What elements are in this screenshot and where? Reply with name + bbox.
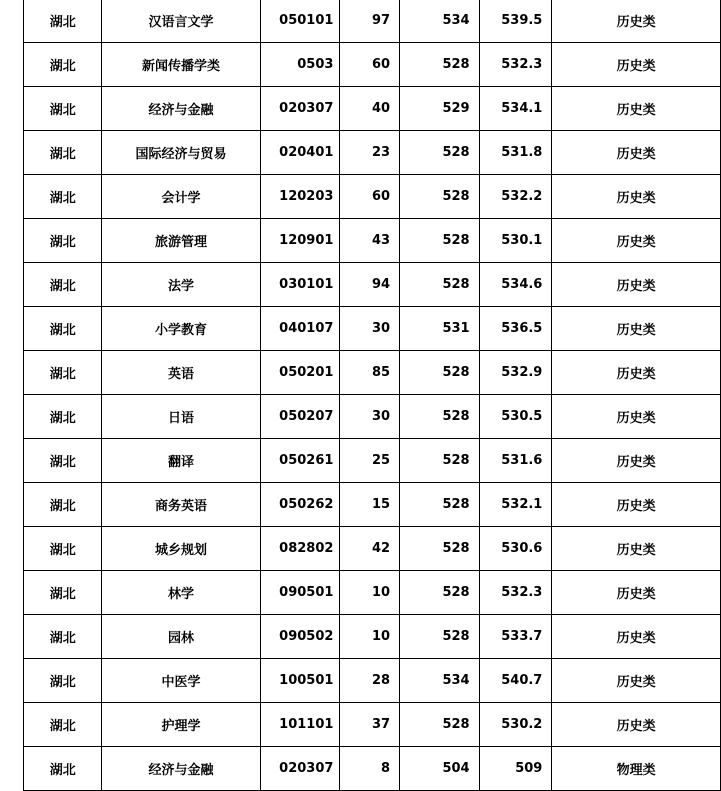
subject-category-cell: 历史类	[552, 483, 721, 527]
avg-score-cell: 532.3	[479, 571, 552, 615]
table-row	[24, 131, 721, 175]
major-code-cell: 090502	[260, 615, 340, 659]
plan-count-cell: 40	[340, 87, 400, 131]
avg-score-cell: 530.2	[479, 703, 552, 747]
subject-category-cell: 历史类	[552, 175, 721, 219]
subject-category-cell: 历史类	[552, 307, 721, 351]
plan-count-cell: 60	[340, 43, 400, 87]
major-cell: 旅游管理	[102, 219, 260, 263]
major-code-cell: 090501	[260, 571, 340, 615]
table-row	[24, 703, 721, 747]
major-cell: 城乡规划	[102, 527, 260, 571]
min-score-cell: 534	[400, 659, 480, 703]
major-cell: 法学	[102, 263, 260, 307]
major-code-cell: 020307	[260, 87, 340, 131]
province-cell: 湖北	[24, 747, 102, 791]
major-code-cell: 020307	[260, 747, 340, 791]
table-row	[24, 219, 721, 263]
subject-category-cell: 历史类	[552, 527, 721, 571]
table-row	[24, 43, 721, 87]
province-cell: 湖北	[24, 615, 102, 659]
min-score-cell: 528	[400, 351, 480, 395]
avg-score-cell: 539.5	[479, 0, 552, 43]
province-cell: 湖北	[24, 0, 102, 43]
avg-score-cell: 540.7	[479, 659, 552, 703]
min-score-cell: 504	[400, 747, 480, 791]
min-score-cell: 528	[400, 175, 480, 219]
plan-count-cell: 23	[340, 131, 400, 175]
major-code-cell: 020401	[260, 131, 340, 175]
major-cell: 林学	[102, 571, 260, 615]
plan-count-cell: 25	[340, 439, 400, 483]
table-row	[24, 263, 721, 307]
min-score-cell: 528	[400, 527, 480, 571]
avg-score-cell: 531.6	[479, 439, 552, 483]
major-cell: 新闻传播学类	[102, 43, 260, 87]
admission-scores-table	[23, 0, 721, 791]
major-cell: 英语	[102, 351, 260, 395]
subject-category-cell: 历史类	[552, 219, 721, 263]
major-code-cell: 050261	[260, 439, 340, 483]
min-score-cell: 528	[400, 263, 480, 307]
subject-category-cell: 历史类	[552, 87, 721, 131]
major-cell: 汉语言文学	[102, 0, 260, 43]
province-cell: 湖北	[24, 175, 102, 219]
avg-score-cell: 530.1	[479, 219, 552, 263]
province-cell: 湖北	[24, 703, 102, 747]
plan-count-cell: 30	[340, 395, 400, 439]
table-row	[24, 483, 721, 527]
table-row	[24, 659, 721, 703]
min-score-cell: 528	[400, 131, 480, 175]
subject-category-cell: 历史类	[552, 615, 721, 659]
avg-score-cell: 532.3	[479, 43, 552, 87]
subject-category-cell: 历史类	[552, 351, 721, 395]
plan-count-cell: 37	[340, 703, 400, 747]
min-score-cell: 534	[400, 0, 480, 43]
major-code-cell: 120901	[260, 219, 340, 263]
subject-category-cell: 历史类	[552, 131, 721, 175]
min-score-cell: 531	[400, 307, 480, 351]
major-code-cell: 050207	[260, 395, 340, 439]
avg-score-cell: 530.6	[479, 527, 552, 571]
avg-score-cell: 534.1	[479, 87, 552, 131]
major-code-cell: 082802	[260, 527, 340, 571]
min-score-cell: 528	[400, 703, 480, 747]
table-row	[24, 87, 721, 131]
major-cell: 翻译	[102, 439, 260, 483]
min-score-cell: 529	[400, 87, 480, 131]
subject-category-cell: 历史类	[552, 439, 721, 483]
plan-count-cell: 10	[340, 571, 400, 615]
subject-category-cell: 历史类	[552, 263, 721, 307]
province-cell: 湖北	[24, 219, 102, 263]
major-code-cell: 0503	[260, 43, 340, 87]
province-cell: 湖北	[24, 527, 102, 571]
province-cell: 湖北	[24, 43, 102, 87]
avg-score-cell: 533.7	[479, 615, 552, 659]
major-code-cell: 040107	[260, 307, 340, 351]
min-score-cell: 528	[400, 615, 480, 659]
plan-count-cell: 10	[340, 615, 400, 659]
subject-category-cell: 历史类	[552, 43, 721, 87]
avg-score-cell: 509	[479, 747, 552, 791]
major-cell: 中医学	[102, 659, 260, 703]
min-score-cell: 528	[400, 219, 480, 263]
major-cell: 经济与金融	[102, 747, 260, 791]
plan-count-cell: 97	[340, 0, 400, 43]
min-score-cell: 528	[400, 395, 480, 439]
major-code-cell: 050101	[260, 0, 340, 43]
major-cell: 国际经济与贸易	[102, 131, 260, 175]
major-code-cell: 050201	[260, 351, 340, 395]
plan-count-cell: 15	[340, 483, 400, 527]
avg-score-cell: 532.9	[479, 351, 552, 395]
table-body	[24, 0, 721, 791]
plan-count-cell: 30	[340, 307, 400, 351]
plan-count-cell: 94	[340, 263, 400, 307]
major-code-cell: 050262	[260, 483, 340, 527]
province-cell: 湖北	[24, 87, 102, 131]
avg-score-cell: 530.5	[479, 395, 552, 439]
major-cell: 小学教育	[102, 307, 260, 351]
subject-category-cell: 历史类	[552, 395, 721, 439]
avg-score-cell: 534.6	[479, 263, 552, 307]
major-cell: 护理学	[102, 703, 260, 747]
major-code-cell: 120203	[260, 175, 340, 219]
province-cell: 湖北	[24, 659, 102, 703]
avg-score-cell: 532.2	[479, 175, 552, 219]
subject-category-cell: 历史类	[552, 0, 721, 43]
subject-category-cell: 历史类	[552, 571, 721, 615]
subject-category-cell: 历史类	[552, 703, 721, 747]
major-code-cell: 100501	[260, 659, 340, 703]
major-code-cell: 101101	[260, 703, 340, 747]
plan-count-cell: 28	[340, 659, 400, 703]
table-row	[24, 395, 721, 439]
major-cell: 园林	[102, 615, 260, 659]
table-row	[24, 175, 721, 219]
table-row	[24, 615, 721, 659]
province-cell: 湖北	[24, 307, 102, 351]
province-cell: 湖北	[24, 439, 102, 483]
table-row	[24, 439, 721, 483]
major-cell: 商务英语	[102, 483, 260, 527]
plan-count-cell: 43	[340, 219, 400, 263]
major-cell: 会计学	[102, 175, 260, 219]
subject-category-cell: 历史类	[552, 659, 721, 703]
province-cell: 湖北	[24, 131, 102, 175]
min-score-cell: 528	[400, 571, 480, 615]
min-score-cell: 528	[400, 483, 480, 527]
min-score-cell: 528	[400, 439, 480, 483]
province-cell: 湖北	[24, 571, 102, 615]
table-row	[24, 571, 721, 615]
province-cell: 湖北	[24, 351, 102, 395]
table-row	[24, 747, 721, 791]
table-row	[24, 527, 721, 571]
table-row	[24, 307, 721, 351]
avg-score-cell: 532.1	[479, 483, 552, 527]
avg-score-cell: 536.5	[479, 307, 552, 351]
major-cell: 经济与金融	[102, 87, 260, 131]
avg-score-cell: 531.8	[479, 131, 552, 175]
admission-table-container	[23, 0, 721, 791]
subject-category-cell: 物理类	[552, 747, 721, 791]
plan-count-cell: 42	[340, 527, 400, 571]
province-cell: 湖北	[24, 395, 102, 439]
min-score-cell: 528	[400, 43, 480, 87]
major-code-cell: 030101	[260, 263, 340, 307]
plan-count-cell: 60	[340, 175, 400, 219]
table-row	[24, 351, 721, 395]
province-cell: 湖北	[24, 263, 102, 307]
table-row	[24, 0, 721, 43]
plan-count-cell: 8	[340, 747, 400, 791]
major-cell: 日语	[102, 395, 260, 439]
plan-count-cell: 85	[340, 351, 400, 395]
province-cell: 湖北	[24, 483, 102, 527]
